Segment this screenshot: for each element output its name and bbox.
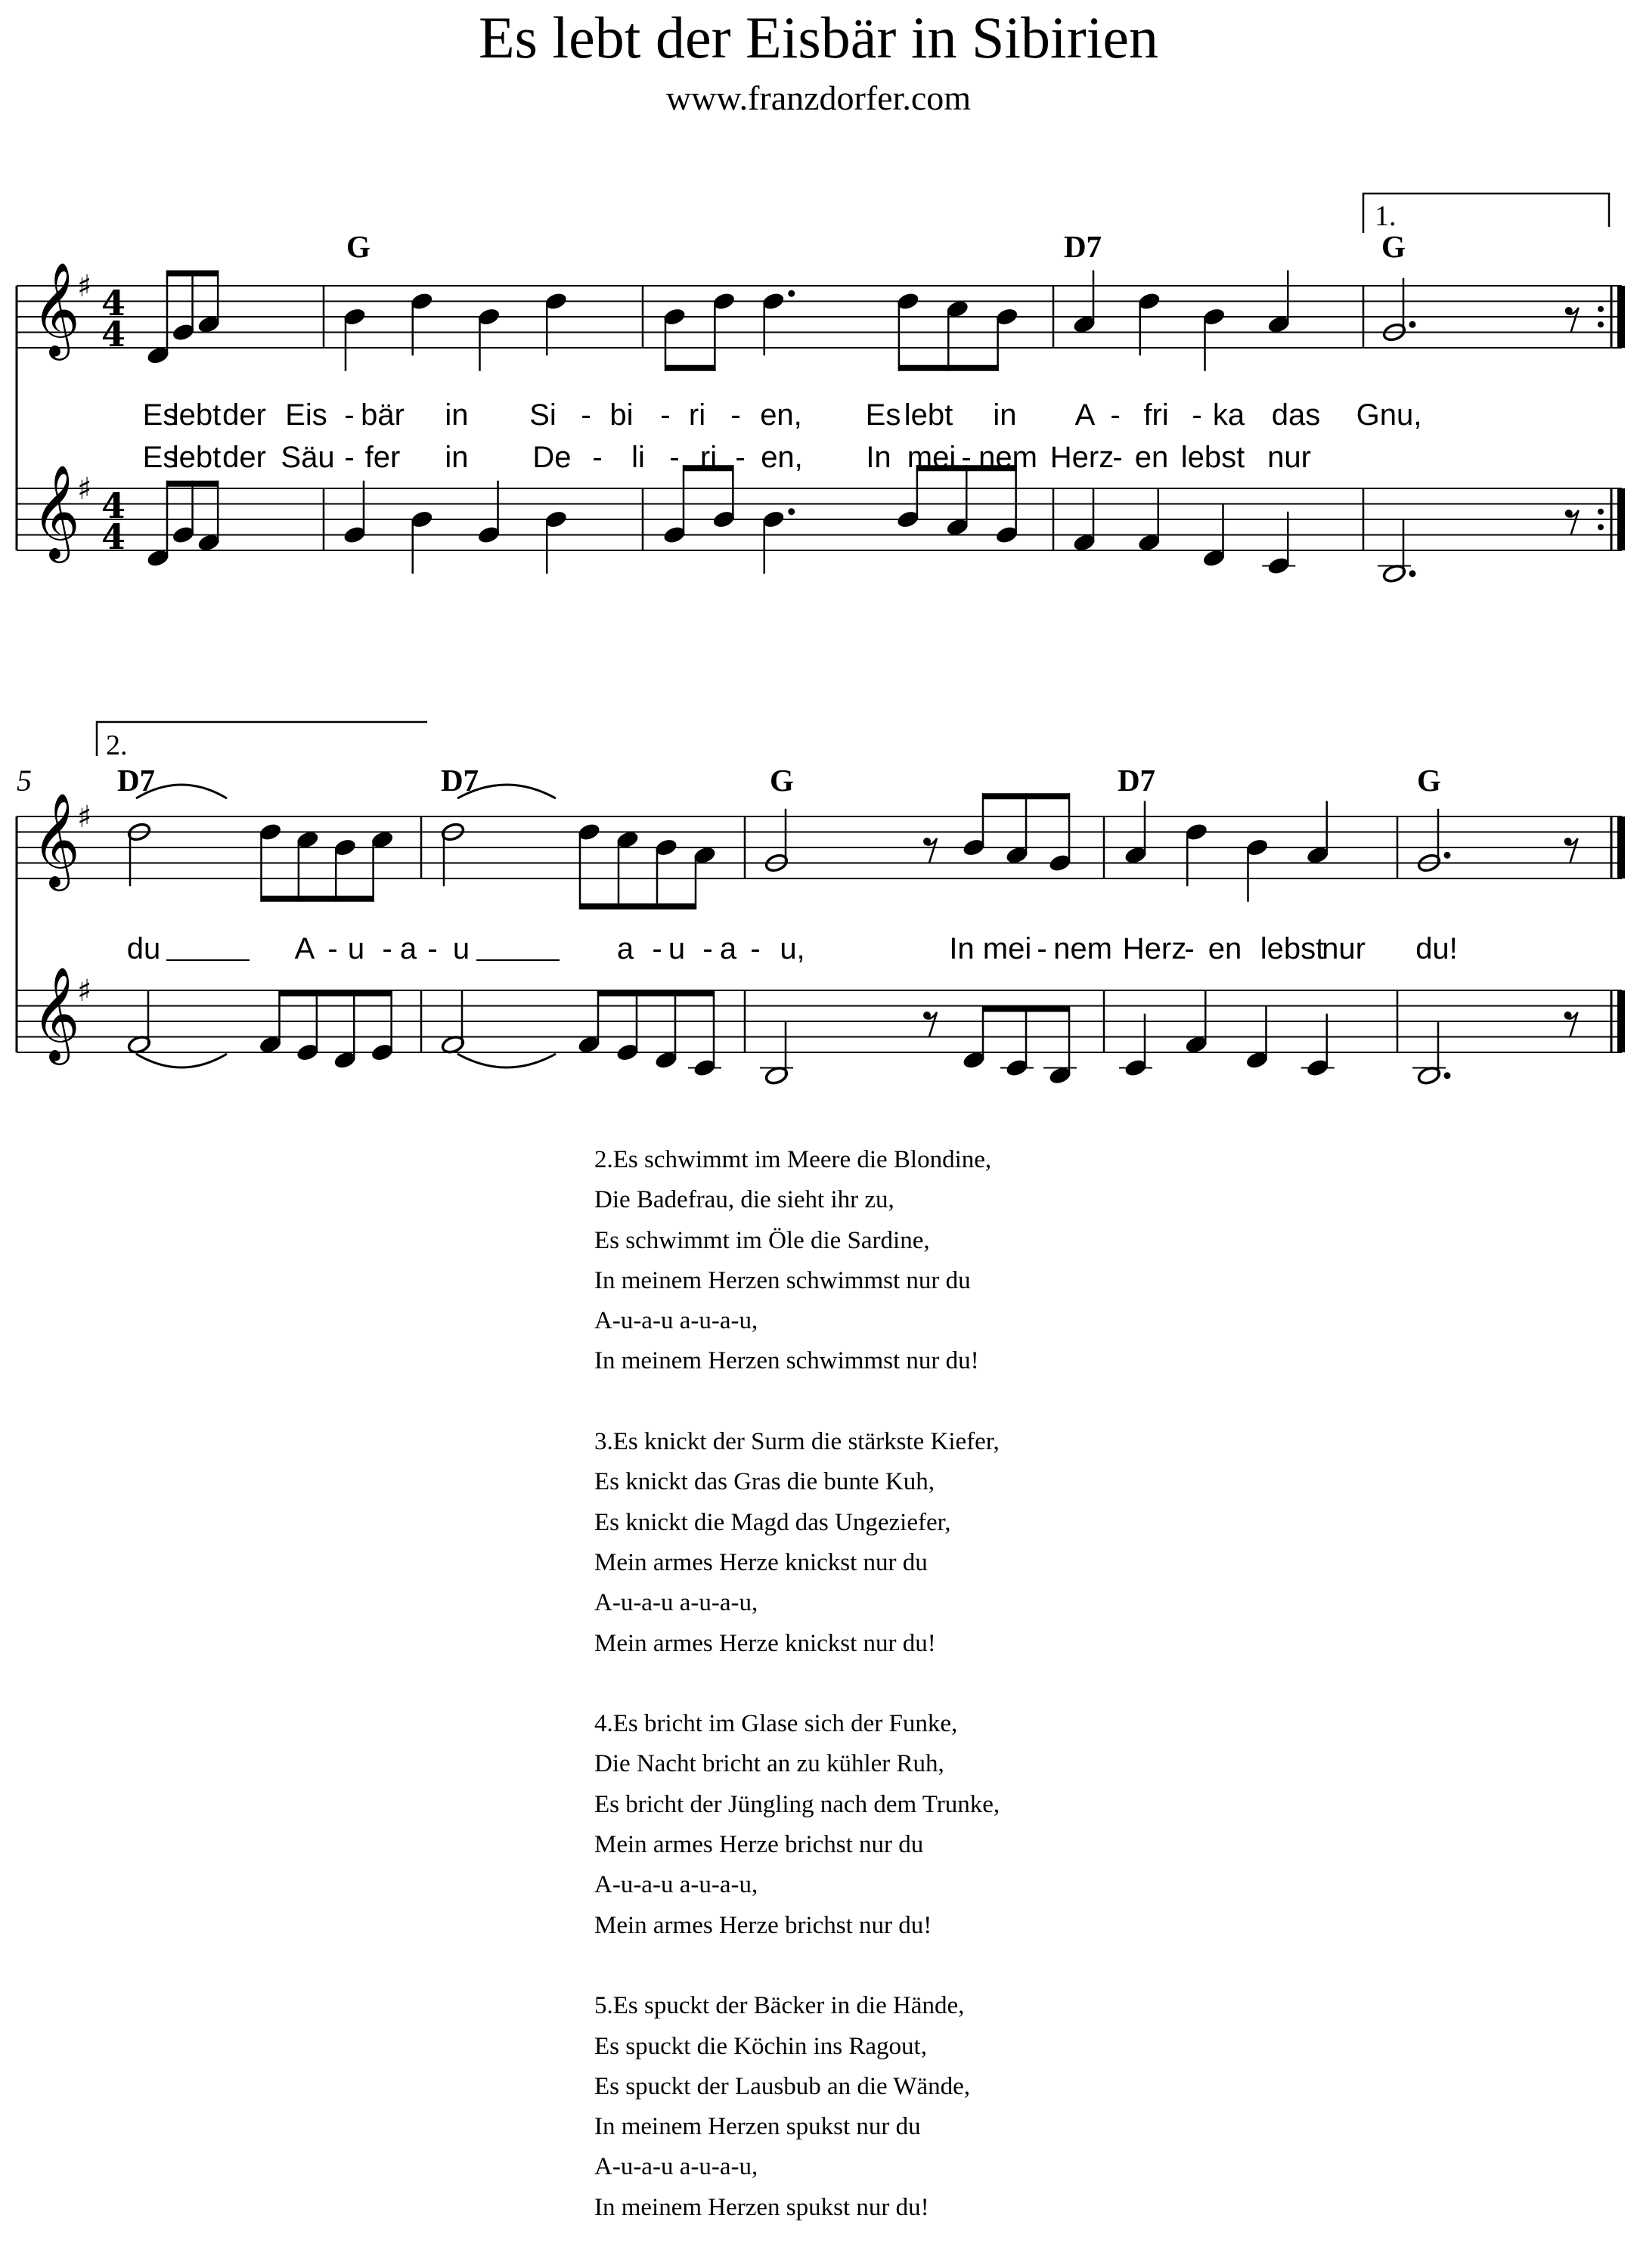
verse-line: Mein armes Herze knickst nur du!	[594, 1629, 936, 1657]
augmentation-dot	[1444, 852, 1451, 859]
lyric-syllable: -	[344, 441, 355, 474]
verse-line: Mein armes Herze knickst nur du	[594, 1548, 928, 1576]
lyric-syllable: -	[1112, 441, 1123, 474]
lyric-syllable: Herz	[1049, 441, 1115, 474]
lyric-syllable: -	[702, 932, 713, 965]
verse-line: 2.Es schwimmt im Meere die Blondine,	[594, 1146, 992, 1173]
lyric-syllable: Säu	[281, 441, 335, 474]
beam	[166, 271, 219, 277]
lyric-syllable: -	[652, 932, 662, 965]
verse-line: Es bricht der Jüngling nach dem Trunke,	[594, 1790, 1000, 1818]
verse-line: 3.Es knickt der Surm die stärkste Kiefer,	[594, 1428, 1000, 1456]
augmentation-dot	[1409, 321, 1416, 328]
chord-symbol: D7	[1063, 229, 1102, 264]
lyric-syllable: en,	[760, 398, 802, 432]
time-signature-bottom: 4	[101, 516, 126, 557]
lyric-syllable: In	[866, 441, 891, 474]
volta-label-2: 2.	[106, 730, 128, 761]
repeat-dot	[1598, 306, 1604, 312]
lyric-syllable: De	[532, 441, 572, 474]
chord-symbol: G	[1381, 229, 1406, 264]
thick-barline	[1617, 286, 1625, 348]
verse-stanza	[594, 1422, 1275, 1664]
thick-barline	[1617, 488, 1625, 550]
staff-voice2-system2	[17, 990, 1622, 1052]
lyric-syllable: u	[452, 932, 470, 965]
lyric-syllable: A	[294, 932, 315, 965]
verse-line: Mein armes Herze brichst nur du	[594, 1831, 924, 1859]
chord-symbol: G	[770, 763, 794, 798]
lyric-syllable: der	[222, 441, 266, 474]
verse-line: Die Nacht bricht an zu kühler Ruh,	[594, 1750, 944, 1778]
lyric-syllable: -	[344, 398, 355, 432]
beam	[166, 481, 219, 487]
volta-bracket-2	[97, 722, 427, 756]
lyric-syllable: das	[1271, 398, 1321, 432]
lyric-syllable: -	[581, 398, 591, 432]
time-signature-top: 4	[101, 283, 126, 324]
lyric-syllable: nur	[1322, 932, 1366, 965]
verse-line: Es schwimmt im Öle die Sardine,	[594, 1226, 930, 1254]
treble-clef: 𝄞	[32, 792, 80, 888]
lyric-syllable: -	[730, 398, 741, 432]
lyric-syllable: a	[399, 932, 417, 965]
beam	[665, 365, 715, 371]
verse-line: 5.Es spuckt der Bäcker in die Hände,	[594, 1992, 965, 2020]
chord-symbol: D7	[116, 763, 156, 798]
verse-line: Mein armes Herze brichst nur du!	[594, 1911, 932, 1939]
lyric-syllable: -	[1110, 398, 1121, 432]
augmentation-dot	[1444, 1072, 1451, 1079]
verse-line: A-u-a-u a-u-a-u,	[594, 1589, 758, 1617]
lyric-syllable: -	[750, 932, 761, 965]
lyric-syllable: Gnu,	[1356, 398, 1422, 432]
augmentation-dot	[788, 290, 795, 297]
verse-stanza	[594, 1986, 1275, 2228]
tie	[136, 1054, 227, 1067]
verse-line: A-u-a-u a-u-a-u,	[594, 1307, 758, 1335]
verse-line: Es knickt das Gras die bunte Kuh,	[594, 1468, 935, 1496]
lyric-syllable: -	[592, 441, 603, 474]
key-signature-sharp: ♯	[77, 974, 92, 1009]
key-signature-sharp: ♯	[77, 269, 92, 304]
lyric-syllable: Eis	[285, 398, 327, 432]
lyric-syllable: -	[1184, 932, 1195, 965]
time-signature-top: 4	[101, 485, 126, 526]
staff-voice1-system1	[17, 286, 1622, 348]
lyric-syllable: li	[631, 441, 645, 474]
lyric-syllable: mei	[907, 441, 956, 474]
chord-symbol: D7	[1117, 763, 1156, 798]
lyric-syllable: in	[445, 398, 469, 432]
lyric-syllable: in	[993, 398, 1017, 432]
verse-line: Es knickt die Magd das Ungeziefer,	[594, 1508, 951, 1536]
sheet-music-score	[0, 0, 1637, 1119]
chord-symbol: D7	[440, 763, 479, 798]
lyric-syllable: mei	[982, 932, 1032, 965]
staff-voice1-system2	[17, 816, 1622, 878]
lyric-syllable: ri	[688, 398, 706, 432]
time-signature-bottom: 4	[101, 314, 126, 355]
lyric-syllable: -	[427, 932, 438, 965]
verse-line: Die Badefrau, die sieht ihr zu,	[594, 1186, 894, 1214]
beam	[579, 903, 696, 909]
lyric-syllable: -	[1192, 398, 1202, 432]
verse-line: 4.Es bricht im Glase sich der Funke,	[594, 1710, 958, 1738]
measure-number: 5	[17, 764, 32, 798]
lyric-syllable: -	[1037, 932, 1047, 965]
lyric-syllable: -	[735, 441, 746, 474]
chord-symbol: G	[346, 229, 370, 264]
thick-barline	[1617, 990, 1625, 1052]
treble-clef: 𝄞	[32, 966, 80, 1061]
lyric-syllable: ka	[1212, 398, 1245, 432]
staff-voice2-system1	[17, 488, 1622, 550]
lyric-syllable: bär	[361, 398, 405, 432]
beam	[898, 365, 999, 371]
website-url: www.franzdorfer.com	[665, 79, 972, 117]
lyric-syllable: In	[949, 932, 975, 965]
lyric-syllable: a	[719, 932, 737, 965]
augmentation-dot	[788, 508, 795, 515]
volta-bracket-1	[1363, 194, 1609, 233]
repeat-dot	[1598, 509, 1604, 515]
verse-line: Es spuckt der Lausbub an die Wände,	[594, 2072, 970, 2100]
beam	[982, 793, 1070, 799]
lyric-syllable: lebst	[1260, 932, 1325, 965]
verse-line: In meinem Herzen spukst nur du	[594, 2113, 921, 2141]
lyric-syllable: nur	[1267, 441, 1311, 474]
lyric-syllable: lebt	[172, 398, 222, 432]
lyric-syllable: a	[616, 932, 634, 965]
verse-line: A-u-a-u a-u-a-u,	[594, 2153, 758, 2181]
lyric-syllable: ri	[699, 441, 718, 474]
lyric-syllable: -	[660, 398, 671, 432]
beam	[279, 990, 392, 996]
lyric-syllable: A	[1074, 398, 1096, 432]
lyric-syllable: bi	[609, 398, 634, 432]
lyric-syllable: Si	[529, 398, 557, 432]
treble-clef: 𝄞	[32, 262, 80, 357]
lyric-syllable: in	[445, 441, 469, 474]
beam	[982, 1006, 1070, 1012]
lyric-syllable: du	[126, 932, 161, 965]
verse-line: In meinem Herzen schwimmst nur du	[594, 1266, 971, 1294]
verse-line: A-u-a-u a-u-a-u,	[594, 1871, 758, 1899]
lyric-syllable: Es	[865, 398, 901, 432]
lyric-syllable: Es	[142, 398, 178, 432]
beam	[597, 990, 715, 996]
lyric-syllable: en	[1134, 441, 1169, 474]
lyric-syllable: -	[327, 932, 338, 965]
repeat-dot	[1598, 321, 1604, 327]
key-signature-sharp: ♯	[77, 800, 92, 835]
chord-symbol: G	[1417, 763, 1441, 798]
lyric-syllable: Herz	[1122, 932, 1187, 965]
lyric-syllable: lebt	[904, 398, 953, 432]
lyric-syllable: lebst	[1180, 441, 1245, 474]
thick-barline	[1617, 816, 1625, 878]
lyric-syllable: fer	[364, 441, 401, 474]
volta-label-1: 1.	[1375, 200, 1397, 232]
tie	[457, 1054, 556, 1067]
beam	[261, 896, 374, 902]
lyric-syllable: fri	[1143, 398, 1169, 432]
verse-line: In meinem Herzen schwimmst nur du!	[594, 1347, 979, 1375]
repeat-dot	[1598, 524, 1604, 530]
lyric-syllable: du!	[1415, 932, 1458, 965]
lyric-syllable: -	[961, 441, 972, 474]
key-signature-sharp: ♯	[77, 472, 92, 507]
treble-clef: 𝄞	[32, 464, 80, 559]
verse-line: Es spuckt die Köchin ins Ragout,	[594, 2032, 927, 2060]
lyric-syllable: nem	[978, 441, 1037, 474]
augmentation-dot	[1409, 570, 1416, 577]
verse-stanza	[594, 1704, 1275, 1946]
lyric-syllable: nem	[1053, 932, 1112, 965]
lyric-syllable: Es	[142, 441, 178, 474]
verse-line: In meinem Herzen spukst nur du!	[594, 2193, 929, 2221]
lyric-syllable: en	[1208, 932, 1242, 965]
lyric-syllable: -	[382, 932, 392, 965]
lyric-syllable: lebt	[172, 441, 222, 474]
lyric-syllable: -	[669, 441, 680, 474]
additional-verses	[594, 1140, 1275, 2268]
lyric-syllable: u,	[780, 932, 805, 965]
verse-stanza	[594, 1140, 1275, 1382]
lyric-syllable: u	[347, 932, 365, 965]
lyric-syllable: u	[668, 932, 686, 965]
lyric-syllable: der	[222, 398, 266, 432]
lyric-syllable: en,	[761, 441, 803, 474]
song-title: Es lebt der Eisbär in Sibirien	[479, 5, 1158, 70]
